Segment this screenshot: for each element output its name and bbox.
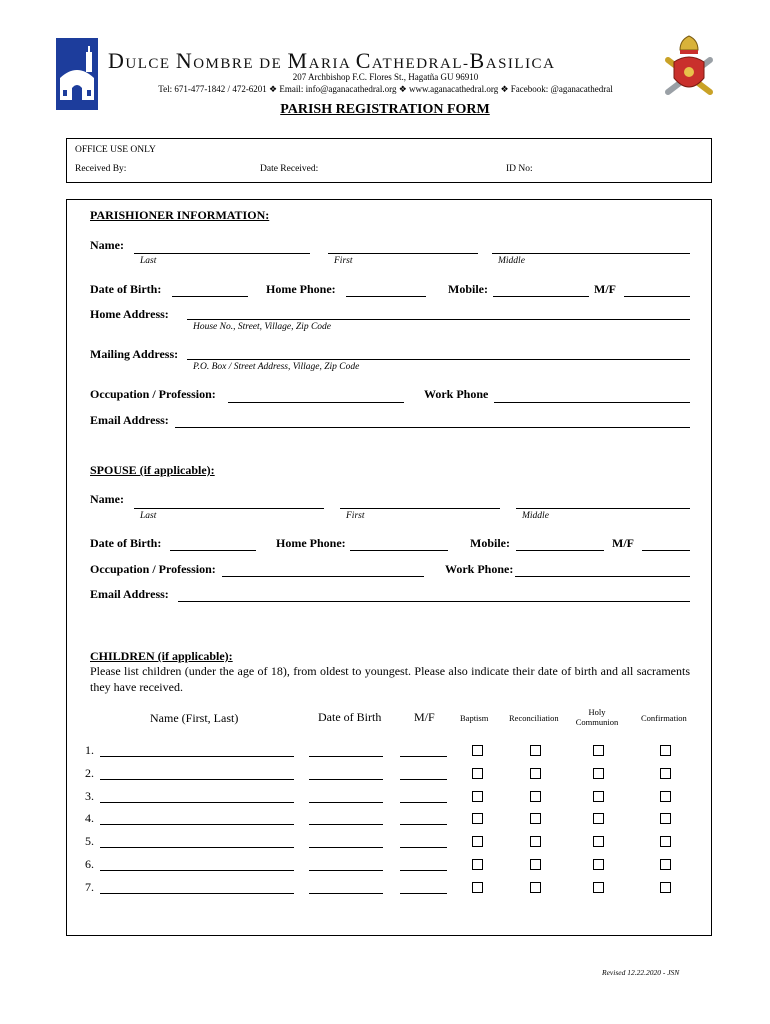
revision-note: Revised 12.22.2020 - JSN — [602, 968, 680, 977]
parishioner-dob-field[interactable] — [172, 296, 248, 297]
parishioner-middle-name-field[interactable] — [492, 253, 690, 254]
spouse-dob-label: Date of Birth: — [90, 536, 162, 550]
spouse-work-phone-field[interactable] — [515, 576, 690, 577]
child-name-field[interactable] — [100, 870, 294, 871]
spouse-middle-name-field[interactable] — [516, 508, 690, 509]
parishioner-mf-label: M/F — [594, 282, 616, 296]
communion-checkbox[interactable] — [593, 768, 604, 779]
communion-checkbox[interactable] — [593, 836, 604, 847]
child-mf-field[interactable] — [400, 802, 447, 803]
parishioner-middle-hint: Middle — [498, 256, 525, 266]
children-col-dob: Date of Birth — [318, 710, 382, 724]
child-dob-field[interactable] — [309, 870, 383, 871]
spouse-occupation-field[interactable] — [222, 576, 424, 577]
date-received-label: Date Received: — [260, 164, 319, 174]
confirmation-checkbox[interactable] — [660, 745, 671, 756]
parishioner-first-hint: First — [334, 256, 353, 266]
spouse-dob-field[interactable] — [170, 550, 256, 551]
confirmation-checkbox[interactable] — [660, 882, 671, 893]
reconciliation-checkbox[interactable] — [530, 882, 541, 893]
child-name-field[interactable] — [100, 824, 294, 825]
child-row-number: 1. — [85, 743, 94, 757]
cathedral-contact: Tel: 671-477-1842 / 472-6201 ❖ Email: info@aganacathedral.org ❖ www.aganacathedral.org ❖ Facebook: @aganacathedral — [158, 84, 613, 94]
baptism-checkbox[interactable] — [472, 768, 483, 779]
child-name-field[interactable] — [100, 893, 294, 894]
received-by-label: Received By: — [75, 164, 127, 174]
children-col-holy-communion — [572, 707, 622, 727]
child-row-number: 2. — [85, 766, 94, 780]
spouse-work-phone-label: Work Phone: — [445, 562, 514, 576]
confirmation-checkbox[interactable] — [660, 836, 671, 847]
form-title: PARISH REGISTRATION FORM — [280, 102, 490, 117]
communion-checkbox[interactable] — [593, 882, 604, 893]
spouse-middle-hint: Middle — [522, 511, 549, 521]
children-col-communion: Communion — [575, 717, 619, 727]
spouse-mf-label: M/F — [612, 536, 634, 550]
communion-checkbox[interactable] — [593, 745, 604, 756]
spouse-heading: SPOUSE (if applicable): — [90, 463, 215, 477]
baptism-checkbox[interactable] — [472, 859, 483, 870]
spouse-mobile-label: Mobile: — [470, 536, 510, 550]
parishioner-email-field[interactable] — [175, 427, 690, 428]
parishioner-last-hint: Last — [140, 256, 157, 266]
reconciliation-checkbox[interactable] — [530, 768, 541, 779]
child-mf-field[interactable] — [400, 893, 447, 894]
child-dob-field[interactable] — [309, 779, 383, 780]
children-col-holy: Holy — [588, 707, 606, 717]
child-name-field[interactable] — [100, 847, 294, 848]
reconciliation-checkbox[interactable] — [530, 859, 541, 870]
parishioner-mailing-address-field[interactable] — [187, 359, 690, 360]
child-row-number: 3. — [85, 789, 94, 803]
child-mf-field[interactable] — [400, 779, 447, 780]
communion-checkbox[interactable] — [593, 813, 604, 824]
spouse-first-name-field[interactable] — [340, 508, 500, 509]
child-mf-field[interactable] — [400, 847, 447, 848]
parishioner-home-address-label: Home Address: — [90, 307, 169, 321]
baptism-checkbox[interactable] — [472, 745, 483, 756]
cathedral-address: 207 Archbishop F.C. Flores St., Hagatña GU 96910 — [292, 72, 479, 82]
confirmation-checkbox[interactable] — [660, 859, 671, 870]
home-address-hint: House No., Street, Village, Zip Code — [193, 322, 332, 332]
child-name-field[interactable] — [100, 756, 294, 757]
spouse-home-phone-field[interactable] — [350, 550, 448, 551]
spouse-first-hint: First — [346, 511, 365, 521]
baptism-checkbox[interactable] — [472, 791, 483, 802]
child-row-number: 7. — [85, 880, 94, 894]
children-instructions: Please list children (under the age of 18), from oldest to youngest. Please also indicate their date of birth and all sacraments they have received. — [90, 664, 690, 694]
spouse-mf-field[interactable] — [642, 550, 690, 551]
children-col-reconciliation: Reconciliation — [509, 713, 559, 723]
spouse-occupation-label: Occupation / Profession: — [90, 562, 216, 576]
child-dob-field[interactable] — [309, 756, 383, 757]
children-col-mf: M/F — [414, 710, 435, 724]
spouse-mobile-field[interactable] — [516, 550, 604, 551]
parishioner-work-phone-field[interactable] — [494, 402, 690, 403]
reconciliation-checkbox[interactable] — [530, 745, 541, 756]
communion-checkbox[interactable] — [593, 791, 604, 802]
spouse-email-label: Email Address: — [90, 587, 169, 601]
cathedral-logo-icon — [56, 38, 98, 110]
child-dob-field[interactable] — [309, 847, 383, 848]
baptism-checkbox[interactable] — [472, 813, 483, 824]
communion-checkbox[interactable] — [593, 859, 604, 870]
mailing-address-hint: P.O. Box / Street Address, Village, Zip Code — [193, 362, 360, 372]
child-name-field[interactable] — [100, 779, 294, 780]
baptism-checkbox[interactable] — [472, 882, 483, 893]
parishioner-mf-field[interactable] — [624, 296, 690, 297]
child-dob-field[interactable] — [309, 824, 383, 825]
spouse-email-field[interactable] — [178, 601, 690, 602]
parishioner-first-name-field[interactable] — [328, 253, 478, 254]
reconciliation-checkbox[interactable] — [530, 791, 541, 802]
cathedral-title: DULCE NOMBRE DE MARIA CATHEDRAL-BASILICA — [108, 48, 556, 73]
parishioner-occupation-field[interactable] — [228, 402, 404, 403]
reconciliation-checkbox[interactable] — [530, 813, 541, 824]
children-col-confirmation: Confirmation — [641, 713, 687, 723]
spouse-home-phone-label: Home Phone: — [276, 536, 346, 550]
spouse-last-name-field[interactable] — [134, 508, 324, 509]
parishioner-mobile-field[interactable] — [493, 296, 589, 297]
children-col-baptism: Baptism — [460, 713, 489, 723]
child-name-field[interactable] — [100, 802, 294, 803]
child-dob-field[interactable] — [309, 802, 383, 803]
office-use-title: OFFICE USE ONLY — [75, 145, 156, 155]
child-row-number: 6. — [85, 857, 94, 871]
baptism-checkbox[interactable] — [472, 836, 483, 847]
child-row-number: 5. — [85, 834, 94, 848]
parishioner-occupation-label: Occupation / Profession: — [90, 387, 216, 401]
papal-crest-icon — [660, 34, 718, 102]
parishioner-last-name-field[interactable] — [134, 253, 310, 254]
confirmation-checkbox[interactable] — [660, 813, 671, 824]
spouse-name-label: Name: — [90, 492, 124, 506]
parishioner-home-phone-label: Home Phone: — [266, 282, 336, 296]
child-mf-field[interactable] — [400, 870, 447, 871]
spouse-last-hint: Last — [140, 511, 157, 521]
confirmation-checkbox[interactable] — [660, 791, 671, 802]
parishioner-email-label: Email Address: — [90, 413, 169, 427]
child-mf-field[interactable] — [400, 824, 447, 825]
parishioner-mailing-address-label: Mailing Address: — [90, 347, 179, 361]
confirmation-checkbox[interactable] — [660, 768, 671, 779]
reconciliation-checkbox[interactable] — [530, 836, 541, 847]
office-use-box — [66, 138, 712, 183]
parishioner-work-phone-label: Work Phone — [424, 387, 489, 401]
child-dob-field[interactable] — [309, 893, 383, 894]
id-no-label: ID No: — [506, 164, 533, 174]
children-heading: CHILDREN (if applicable): — [90, 649, 233, 663]
parishioner-home-phone-field[interactable] — [346, 296, 426, 297]
parishioner-home-address-field[interactable] — [187, 319, 690, 320]
parishioner-name-label: Name: — [90, 238, 124, 252]
parishioner-mobile-label: Mobile: — [448, 282, 488, 296]
children-col-name: Name (First, Last) — [150, 711, 239, 725]
child-row-number: 4. — [85, 811, 94, 825]
parishioner-heading: PARISHIONER INFORMATION: — [90, 208, 270, 222]
parishioner-dob-label: Date of Birth: — [90, 282, 162, 296]
child-mf-field[interactable] — [400, 756, 447, 757]
